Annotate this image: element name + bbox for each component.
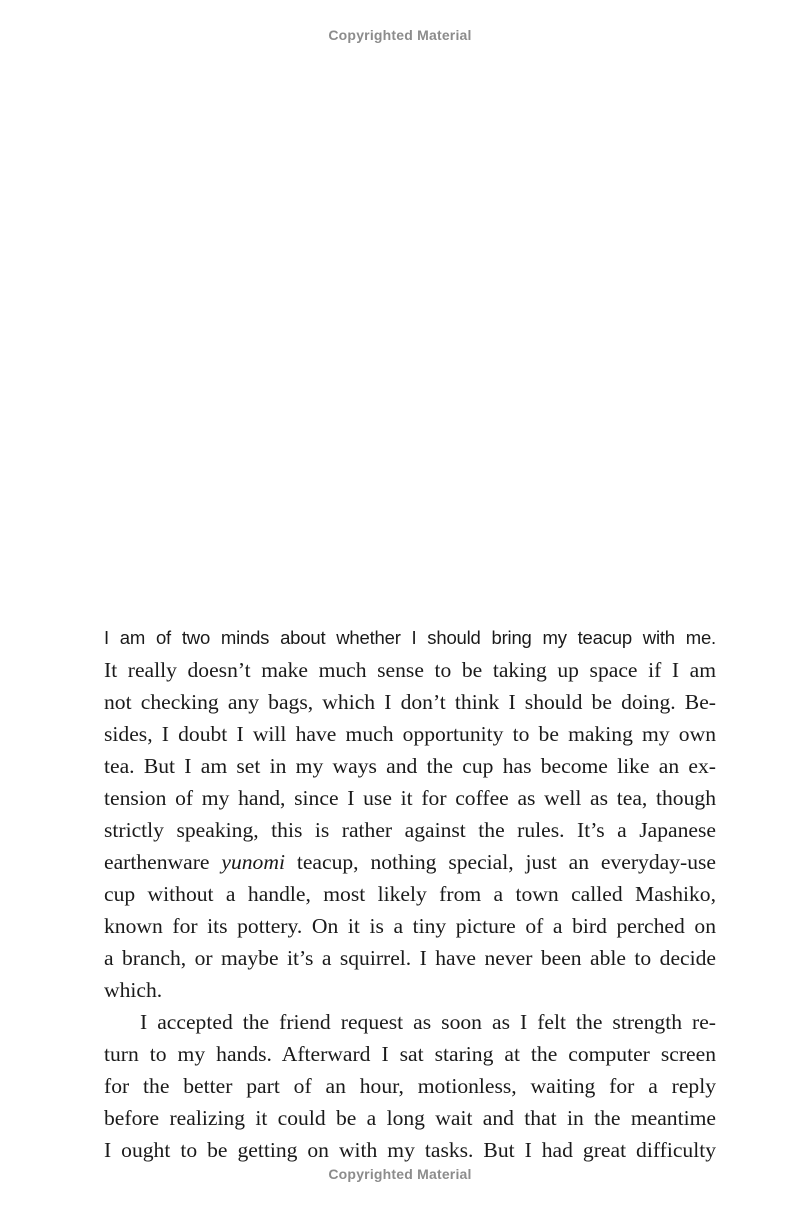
text-line: tension of my hand, since I use it for coffee as well as tea, though (104, 786, 716, 810)
text-line: a branch, or maybe it’s a squirrel. I have never been able to decide (104, 946, 716, 970)
text-line: not checking any bags, which I don’t think I should be doing. Be- (104, 690, 716, 714)
text-line: sides, I doubt I will have much opportunity to be making my own (104, 722, 716, 746)
text-line: tea. But I am set in my ways and the cup has become like an ex- (104, 754, 716, 778)
text-line: turn to my hands. Afterward I sat staring at the computer screen (104, 1042, 716, 1066)
text-line: I ought to be getting on with my tasks. But I had great difficulty (104, 1138, 716, 1162)
text-line: before realizing it could be a long wait and that in the meantime (104, 1106, 716, 1130)
text-line: cup without a handle, most likely from a town called Mashiko, (104, 882, 716, 906)
copyright-watermark-top: Copyrighted Material (328, 27, 472, 43)
text-line (104, 846, 716, 878)
text-line: I accepted the friend request as soon as I felt the strength re- (140, 1010, 716, 1034)
text-line: It really doesn’t make much sense to be taking up space if I am (104, 658, 716, 682)
text-segment: teacup, nothing special, just an everyday-use (284, 850, 716, 874)
italic-word-yunomi: yunomi (221, 850, 285, 874)
text-line: I am of two minds about whether I should bring my teacup with me. (104, 627, 716, 648)
text-line: which. (104, 978, 163, 1002)
copyright-watermark-bottom: Copyrighted Material (328, 1166, 472, 1182)
body-text (104, 622, 716, 1166)
text-line: strictly speaking, this is rather against the rules. It’s a Japanese (104, 818, 716, 842)
text-segment: earthenware (104, 850, 222, 874)
text-line: for the better part of an hour, motionless, waiting for a reply (104, 1074, 716, 1098)
text-line: known for its pottery. On it is a tiny picture of a bird perched on (104, 914, 716, 938)
